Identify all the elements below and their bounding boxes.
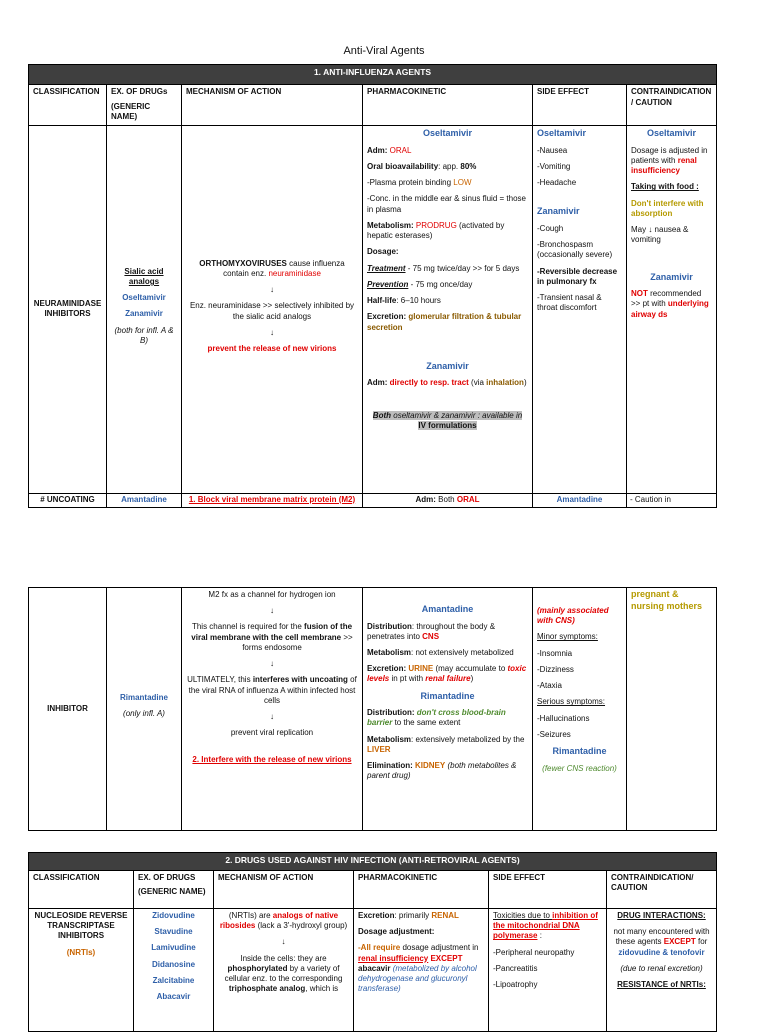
ci-neuraminidase bbox=[627, 126, 717, 493]
se-item: -Reversible decrease in pulmonary fx bbox=[537, 266, 618, 286]
pk-label: Adm: bbox=[415, 494, 439, 504]
pk-value: CNS bbox=[422, 631, 440, 641]
se-item: -Seizures bbox=[537, 729, 571, 739]
se-label: Serious symptoms: bbox=[537, 697, 606, 707]
se-text: : bbox=[537, 931, 542, 941]
se-item: -Vomiting bbox=[537, 161, 571, 171]
se-item: -Transient nasal & throat discomfort bbox=[537, 293, 602, 313]
ci-value: pregnant & nursing mothers bbox=[631, 589, 703, 611]
pk-text: (metabolized by alcohol dehydrogenase and glucuronyl transferase) bbox=[358, 963, 477, 994]
header-drugs bbox=[134, 871, 214, 909]
drug-oseltamivir: Oseltamivir bbox=[122, 293, 166, 303]
drugs-nrti bbox=[134, 909, 214, 1032]
pk-text: (both metabolites & parent drug) bbox=[367, 761, 517, 781]
pk-value: renal insufficiency bbox=[358, 953, 429, 963]
ci-value: Don't interfere with absorption bbox=[631, 198, 704, 218]
classification-uncoating: # UNCOATING bbox=[29, 493, 107, 507]
document-title: Anti-Viral Agents bbox=[343, 45, 425, 57]
se-item: -Dizziness bbox=[537, 664, 574, 674]
classification-neuraminidase: NEURAMINIDASE INHIBITORS bbox=[29, 126, 107, 493]
pk-value: renal failure bbox=[425, 674, 471, 684]
arrow-down: ↓ bbox=[270, 712, 274, 722]
drug-abacavir: Abacavir bbox=[156, 992, 191, 1002]
se-zanamivir-title: Zanamivir bbox=[537, 206, 580, 217]
pk-value: abacavir bbox=[358, 963, 391, 973]
pk-text: : primarily bbox=[394, 911, 432, 920]
ci-text: not many encountered with these agents bbox=[613, 927, 710, 947]
se-item: -Nausea bbox=[537, 145, 568, 155]
ci-uncoating: - Caution in bbox=[627, 493, 717, 507]
pk-label: Adm: bbox=[367, 145, 390, 155]
ci-zanamivir-title: Zanamivir bbox=[650, 271, 693, 282]
ci-text: recommended >> pt with bbox=[631, 289, 702, 309]
ci-text: (due to renal excretion) bbox=[620, 963, 703, 973]
ci-value: NOT bbox=[631, 289, 648, 299]
pk-label: Treatment bbox=[367, 263, 406, 273]
header-pk: PHARMACOKINETIC bbox=[363, 85, 533, 126]
moa-release: 2. Interfere with the release of new virions bbox=[192, 754, 352, 764]
moa-inhibitor bbox=[182, 588, 363, 831]
pk-label: Distribution: bbox=[367, 708, 417, 718]
pk-amantadine-title: Amantadine bbox=[421, 604, 474, 614]
pk-text: : extensively metabolized by the bbox=[411, 734, 525, 744]
pk-label: Adm: bbox=[367, 378, 390, 388]
moa-text: M2 fx as a channel for hydrogen ion bbox=[208, 590, 336, 599]
moa-uncoating: 1. Block viral membrane matrix protein (M2) bbox=[182, 493, 363, 507]
se-inhibitor bbox=[533, 588, 627, 831]
se-item: -Cough bbox=[537, 223, 564, 233]
moa-result: prevent the release of new virions bbox=[207, 344, 337, 354]
pk-text: (via bbox=[468, 378, 487, 388]
table-row-inhibitor bbox=[29, 588, 717, 831]
pk-both-text: oseltamivir & zanamivir : available in bbox=[391, 410, 523, 420]
moa-emphasis: triphosphate analog bbox=[228, 984, 306, 994]
moa-orthomyxoviruses: ORTHOMYXOVIRUSES bbox=[199, 258, 287, 268]
arrow-down: ↓ bbox=[270, 659, 274, 669]
header-ci: CONTRAINDICATION/ CAUTION bbox=[607, 871, 717, 909]
drug-zidovudine: Zidovudine bbox=[152, 911, 195, 920]
pk-text: : 6–10 hours bbox=[396, 296, 441, 306]
ci-text: for bbox=[695, 937, 708, 947]
drug-didanosine: Didanosine bbox=[151, 959, 196, 969]
drug-stavudine: Stavudine bbox=[154, 927, 193, 937]
se-item: -Lipoatrophy bbox=[493, 980, 538, 990]
pk-value: 80% bbox=[460, 161, 477, 171]
se-item: -Bronchospasm (occasionally severe) bbox=[537, 240, 613, 260]
header-se: SIDE EFFECT bbox=[489, 871, 607, 909]
ci-value: EXCEPT bbox=[663, 937, 696, 947]
arrow-down: ↓ bbox=[270, 606, 274, 616]
se-label: Minor symptoms: bbox=[537, 632, 598, 642]
header-drugs-line2: (GENERIC NAME) bbox=[111, 101, 151, 121]
ci-oseltamivir-title: Oseltamivir bbox=[646, 128, 697, 139]
pk-value: directly to resp. tract bbox=[389, 378, 469, 388]
header-classification: CLASSIFICATION bbox=[29, 85, 107, 126]
se-item: -Peripheral neuropathy bbox=[493, 947, 575, 957]
moa-text: (lack a 3'-hydroxyl group) bbox=[255, 921, 348, 931]
pk-rimantadine-title: Rimantadine bbox=[420, 690, 475, 701]
pk-text: dosage adjustment in bbox=[400, 943, 479, 953]
pk-value: inhalation bbox=[486, 378, 524, 388]
ci-inhibitor bbox=[627, 588, 717, 831]
pk-label: Metabolism bbox=[367, 734, 412, 744]
pk-label: Dosage: bbox=[367, 247, 399, 257]
anti-influenza-table bbox=[28, 64, 717, 508]
se-note: (mainly associated with CNS) bbox=[537, 606, 609, 626]
header-drugs-line2: (GENERIC NAME) bbox=[138, 887, 206, 897]
pk-zanamivir-title: Zanamivir bbox=[426, 360, 469, 371]
anti-retroviral-table bbox=[28, 852, 717, 1032]
classification-abbr: (NRTIs) bbox=[66, 947, 96, 957]
pk-label: Dosage adjustment: bbox=[358, 927, 435, 937]
pk-value: ORAL bbox=[389, 145, 412, 155]
header-drugs bbox=[107, 85, 182, 126]
drug-lamivudine: Lamivudine bbox=[151, 943, 196, 953]
se-item: -Pancreatitis bbox=[493, 963, 538, 973]
moa-text: , which is bbox=[305, 984, 339, 994]
pk-text: -Conc. in the middle ear & sinus fluid = those in plasma bbox=[367, 194, 526, 214]
moa-neuraminidase bbox=[182, 126, 363, 493]
se-item: -Insomnia bbox=[537, 648, 573, 658]
ci-label: RESISTANCE of NRTIs: bbox=[617, 980, 706, 990]
se-emphasis: inhibition of the mitochondrial DNA polymerase bbox=[493, 911, 598, 941]
se-neuraminidase bbox=[533, 126, 627, 493]
header-pk: PHARMACOKINETIC bbox=[354, 871, 489, 909]
se-item: -Hallucinations bbox=[537, 713, 590, 723]
pk-text: : not extensively metabolized bbox=[411, 647, 514, 657]
ci-value: zidovudine & tenofovir bbox=[618, 947, 705, 957]
drug-note: (only infl. A) bbox=[123, 709, 165, 718]
header-se: SIDE EFFECT bbox=[533, 85, 627, 126]
ci-value: renal insufficiency bbox=[631, 155, 697, 176]
pk-both-label: Both bbox=[372, 410, 392, 420]
pk-nrti bbox=[354, 909, 489, 1032]
drugs-neuraminidase bbox=[107, 126, 182, 493]
pk-text: (activated by hepatic esterases) bbox=[367, 220, 505, 241]
classification-nrti bbox=[29, 909, 134, 1032]
anti-influenza-table-continued bbox=[28, 587, 717, 831]
ci-label: DRUG INTERACTIONS: bbox=[617, 911, 706, 920]
moa-text: cause influenza contain enz. bbox=[223, 258, 345, 278]
moa-text: ULTIMATELY, this bbox=[187, 675, 253, 685]
header-classification: CLASSIFICATION bbox=[29, 871, 134, 909]
pk-label: Metabolism bbox=[367, 647, 412, 657]
header-ci: CONTRAINDICATION / CAUTION bbox=[627, 85, 717, 126]
pk-text: Both bbox=[438, 494, 457, 504]
pk-text: - 75 mg once/day bbox=[408, 279, 473, 289]
moa-text: (NRTIs) are bbox=[228, 911, 273, 920]
pk-value: don't cross blood-brain barrier bbox=[367, 708, 506, 728]
pk-text: to the same extent bbox=[392, 718, 461, 728]
ci-nrti bbox=[607, 909, 717, 1032]
pk-text: (may accumulate to bbox=[433, 664, 508, 674]
moa-emphasis: phosphorylated bbox=[227, 963, 288, 973]
ci-label: Taking with food : bbox=[631, 182, 699, 192]
pk-label: Prevention bbox=[367, 279, 409, 289]
drug-rimantadine: Rimantadine bbox=[119, 692, 168, 702]
moa-emphasis: fusion of the viral membrane with the cell membrane bbox=[191, 622, 353, 642]
ci-text: Dosage is adjusted in patients with bbox=[631, 145, 708, 165]
pk-value: PRODRUG bbox=[415, 220, 457, 230]
moa-enzyme: neuraminidase bbox=[268, 268, 321, 278]
ci-value: underlying airway ds bbox=[631, 299, 709, 319]
pk-value: toxic levels bbox=[367, 664, 527, 684]
moa-text: of the viral RNA of influenza A within infected host cells bbox=[188, 675, 357, 705]
pk-text: : throughout the body & penetrates into bbox=[367, 621, 496, 641]
pk-label: Distribution bbox=[367, 621, 412, 631]
pk-label: Excretion bbox=[358, 911, 395, 920]
se-text: Toxicities due to bbox=[493, 911, 553, 920]
pk-uncoating bbox=[363, 493, 533, 507]
pk-label: Excretion: bbox=[367, 312, 409, 322]
header-drugs-line1: EX. OF DRUGS bbox=[138, 873, 196, 882]
se-item: -Ataxia bbox=[537, 681, 562, 691]
pk-label: Half-life bbox=[367, 296, 397, 306]
arrow-down: ↓ bbox=[281, 937, 286, 947]
pk-label: Metabolism: bbox=[367, 220, 416, 230]
pk-value: ORAL bbox=[456, 494, 480, 504]
section-title-anti-influenza: 1. ANTI-INFLUENZA AGENTS bbox=[29, 65, 717, 85]
ci-text: May ↓ nausea & vomiting bbox=[631, 225, 689, 245]
moa-emphasis: analogs of native ribosides bbox=[219, 911, 339, 931]
se-amantadine: Amantadine bbox=[533, 493, 627, 507]
pk-oseltamivir-title: Oseltamivir bbox=[422, 128, 473, 139]
moa-text: Inside the cells: they are bbox=[240, 953, 327, 963]
header-drugs-line1: EX. OF DRUGs bbox=[111, 87, 168, 97]
pk-text: - 75 mg twice/day >> for 5 days bbox=[405, 263, 520, 273]
pk-text: : app. bbox=[438, 161, 461, 171]
moa-text: >> forms endosome bbox=[242, 632, 353, 652]
moa-nrti bbox=[214, 909, 354, 1032]
pk-value: RENAL bbox=[431, 911, 459, 920]
se-rimantadine-title: Rimantadine bbox=[552, 746, 607, 757]
moa-text: This channel is required for the bbox=[191, 622, 305, 632]
pk-label: Oral bioavailability bbox=[367, 161, 439, 171]
table-row-nrti bbox=[29, 909, 717, 1032]
drug-zalcitabine: Zalcitabine bbox=[152, 975, 195, 985]
drugs-rimantadine bbox=[107, 588, 182, 831]
pk-value: KIDNEY bbox=[415, 761, 446, 771]
drug-amantadine: Amantadine bbox=[107, 493, 182, 507]
pk-value: LIVER bbox=[367, 744, 391, 754]
pk-label: Excretion: bbox=[367, 664, 409, 674]
header-moa: MECHANISM OF ACTION bbox=[182, 85, 363, 126]
moa-emphasis: interferes with uncoating bbox=[252, 675, 348, 685]
arrow-down: ↓ bbox=[270, 327, 274, 337]
pk-iv-note bbox=[367, 411, 528, 431]
classification-inhibitor: INHIBITOR bbox=[29, 588, 107, 831]
moa-text: prevent viral replication bbox=[230, 728, 314, 738]
pk-iv-formulations: IV formulations bbox=[418, 420, 477, 430]
drug-group-label: Sialic acid analogs bbox=[124, 266, 164, 286]
pk-inhibitor bbox=[363, 588, 533, 831]
se-rimantadine-note: (fewer CNS reaction) bbox=[542, 763, 617, 773]
drug-note: (both for infl. A & B) bbox=[114, 325, 174, 345]
se-oseltamivir-title: Oseltamivir bbox=[537, 128, 587, 139]
pk-value: EXCEPT bbox=[428, 953, 463, 963]
pk-label: Elimination: bbox=[367, 761, 415, 771]
pk-value: -All require bbox=[358, 943, 401, 953]
moa-text: Enz. neuraminidase >> selectively inhibited by the sialic acid analogs bbox=[189, 301, 355, 321]
pk-neuraminidase bbox=[363, 126, 533, 493]
pk-value: glomerular filtration & tubular secretion bbox=[367, 312, 522, 332]
pk-text: -Plasma protein binding bbox=[367, 178, 454, 188]
drug-zanamivir: Zanamivir bbox=[125, 309, 163, 319]
pk-text: ) bbox=[523, 378, 527, 388]
header-moa: MECHANISM OF ACTION bbox=[214, 871, 354, 909]
se-item: -Headache bbox=[537, 178, 577, 188]
moa-text: by a variety of cellular enz. to the corresponding bbox=[224, 963, 343, 984]
pk-value: URINE bbox=[408, 664, 434, 674]
table-row-neuraminidase bbox=[29, 126, 717, 493]
table-row-uncoating bbox=[29, 493, 717, 507]
se-nrti bbox=[489, 909, 607, 1032]
section-title-anti-retroviral: 2. DRUGS USED AGAINST HIV INFECTION (ANTI-RETROVIRAL AGENTS) bbox=[29, 853, 717, 871]
pk-text: ) bbox=[470, 674, 474, 684]
pk-text: in pt with bbox=[389, 674, 426, 684]
arrow-down: ↓ bbox=[270, 285, 274, 295]
pk-value: LOW bbox=[453, 178, 472, 188]
classification-name: NUCLEOSIDE REVERSE TRANSCRIPTASE INHIBITORS bbox=[34, 911, 128, 941]
